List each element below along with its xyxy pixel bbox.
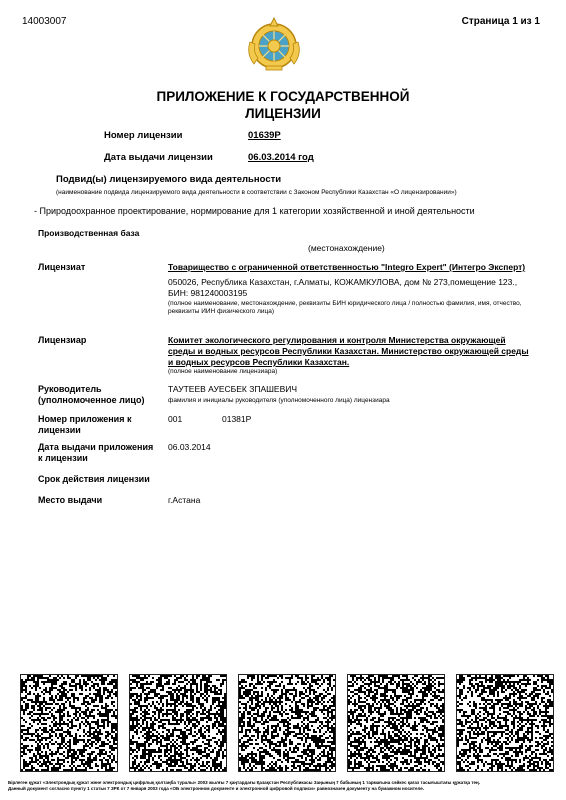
- appendix-license-value: 01381Р: [222, 414, 252, 424]
- licensee-note: (полное наименование, местонахождение, реквизиты БИН юридического лица / полностью фамилия, имя, отчество, реквизиты ИИН физического лица): [168, 300, 522, 315]
- subtype-item: - Природоохранное проектирование, нормирование для 1 категории хозяйственной и иной деятельности: [34, 206, 475, 216]
- subtypes-heading: Подвид(ы) лицензируемого вида деятельности: [56, 174, 282, 185]
- license-date-label: Дата выдачи лицензии: [104, 152, 213, 163]
- title-line-2: ЛИЦЕНЗИИ: [245, 106, 321, 121]
- location-note: (местонахождение): [308, 243, 385, 253]
- appendix-number-label: Номер приложения к лицензии: [38, 414, 132, 435]
- production-base-label: Производственная база: [38, 228, 140, 238]
- licensor-label: Лицензиар: [38, 335, 87, 345]
- license-number-label: Номер лицензии: [104, 130, 183, 141]
- licensee-name: Товарищество с ограниченной ответственностью "Integro Expert" (Интегро Эксперт): [168, 262, 526, 272]
- appendix-date-value: 06.03.2014: [168, 442, 211, 452]
- issue-place-label: Место выдачи: [38, 495, 103, 505]
- head-note: фамилия и инициалы руководителя (уполномоченного лица) лицензиара: [168, 397, 390, 404]
- qr-code-5: [456, 674, 554, 772]
- head-block: [168, 384, 530, 405]
- licensee-label: Лицензиат: [38, 262, 86, 272]
- subtypes-note: (наименование подвида лицензируемого вида деятельности в соответствии с Законом Республики Казахстан «О лицензировании»): [56, 189, 457, 196]
- qr-code-1: [20, 674, 118, 772]
- document-number: 14003007: [22, 16, 67, 27]
- head-name: ТАУТЕЕВ АУЕСБЕК ЗПАШЕВИЧ: [168, 384, 298, 394]
- licensor-name: Комитет экологического регулирования и контроля Министерства окружающей среды и водных ресурсов Республики Казахстан. Министерство окружающей среды и водных ресурсов Республики Казахстан.: [168, 335, 529, 367]
- qr-code-3: [238, 674, 336, 772]
- legal-footer: [8, 780, 558, 792]
- title-line-1: ПРИЛОЖЕНИЕ К ГОСУДАРСТВЕННОЙ: [156, 89, 410, 104]
- page-indicator: Страница 1 из 1: [461, 16, 540, 27]
- state-emblem-icon: [244, 14, 304, 74]
- appendix-number-value: 001: [168, 414, 183, 424]
- appendix-date-label: Дата выдачи приложения к лицензии: [38, 442, 154, 463]
- qr-code-2: [129, 674, 227, 772]
- footer-line-1: Бірлеген құжат «Электрондық құжат және электрондық цифрлық қолтаңба туралы» 2003 жылғы 7 қаңтардағы Қазақстан Республикасы Заңының 7 бабының 1 тармағына сәйкес қағаз тасығыштағы құжатқа тең.: [8, 780, 480, 785]
- licensee-address: 050026, Республика Казахстан, г.Алматы, КОЖАМКУЛОВА, дом № 273,помещение 123., БИН: 981240003195: [168, 277, 518, 298]
- license-date-value: 06.03.2014 год: [248, 152, 314, 163]
- issue-place-value: г.Астана: [168, 495, 201, 505]
- qr-code-4: [347, 674, 445, 772]
- license-number-value: 01639Р: [248, 130, 281, 141]
- licensee-block: [168, 262, 530, 316]
- term-label: Срок действия лицензии: [38, 474, 150, 484]
- licensor-note: (полное наименование лицензиара): [168, 368, 278, 375]
- footer-line-2: Данный документ согласно пункту 1 статьи 7 ЗРК от 7 января 2003 года «ОБ электронном документе и электронной цифровой подписи» равнозначен документу на бумажном носителе.: [8, 786, 424, 791]
- document-title: [0, 88, 566, 122]
- licensor-block: [168, 335, 530, 376]
- head-label: Руководитель (уполномоченное лицо): [38, 384, 145, 405]
